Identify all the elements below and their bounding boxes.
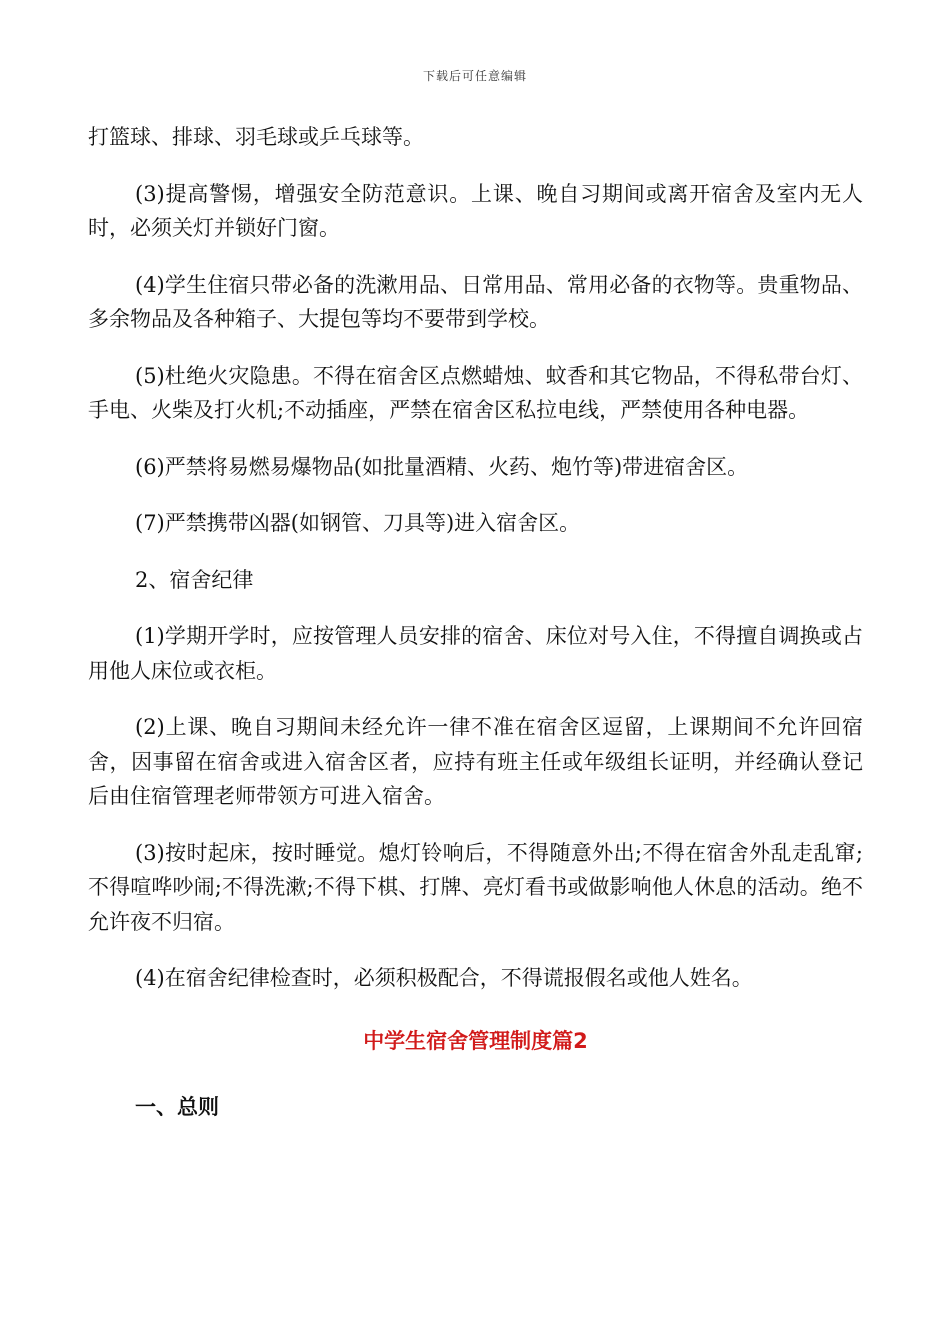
section-title: 中学生宿舍管理制度篇2: [363, 1028, 588, 1053]
paragraph-rule-5: (5)杜绝火灾隐患。不得在宿舍区点燃蜡烛、蚊香和其它物品，不得私带台灯、手电、火柴及打火机;不动插座，严禁在宿舍区私拉电线，严禁使用各种电器。: [88, 363, 863, 422]
header-note: 下载后可任意编辑: [422, 69, 527, 83]
paragraph-discipline-2: (2)上课、晚自习期间未经允许一律不准在宿舍区逗留，上课期间不允许回宿舍，因事留在宿舍或进入宿舍区者，应持有班主任或年级组长证明，并经确认登记后由住宿管理老师带领方可进入宿舍。: [88, 715, 863, 808]
paragraph-rule-6: (6)严禁将易燃易爆物品(如批量酒精、火药、炮竹等)带进宿舍区。: [135, 454, 749, 479]
paragraph-rule-7: (7)严禁携带凶器(如钢管、刀具等)进入宿舍区。: [135, 511, 581, 535]
paragraph-rule-3: (3)提高警惕，增强安全防范意识。上课、晚自习期间或离开宿舍及室内无人时，必须关灯并锁好门窗。: [88, 181, 863, 240]
paragraph-discipline-4: (4)在宿舍纪律检查时，必须积极配合，不得谎报假名或他人姓名。: [135, 966, 753, 990]
section-subheading: 一、总则: [135, 1094, 219, 1119]
paragraph-discipline-3: (3)按时起床，按时睡觉。熄灯铃响后，不得随意外出;不得在宿舍外乱走乱窜;不得喧哗吵闹;不得洗漱;不得下棋、打牌、亮灯看书或做影响他人休息的活动。绝不允许夜不归宿。: [88, 840, 863, 934]
document-body: [88, 120, 863, 1122]
paragraph-continuation: 打篮球、排球、羽毛球或乒乓球等。: [88, 125, 424, 149]
paragraph-rule-4: (4)学生住宿只带必备的洗漱用品、日常用品、常用必备的衣物等。贵重物品、多余物品及各种箱子、大提包等均不要带到学校。: [88, 272, 863, 331]
subsection-heading-dorm-discipline: 2、宿舍纪律: [135, 567, 254, 592]
paragraph-discipline-1: (1)学期开学时，应按管理人员安排的宿舍、床位对号入住，不得擅自调换或占用他人床位或衣柜。: [88, 624, 863, 683]
